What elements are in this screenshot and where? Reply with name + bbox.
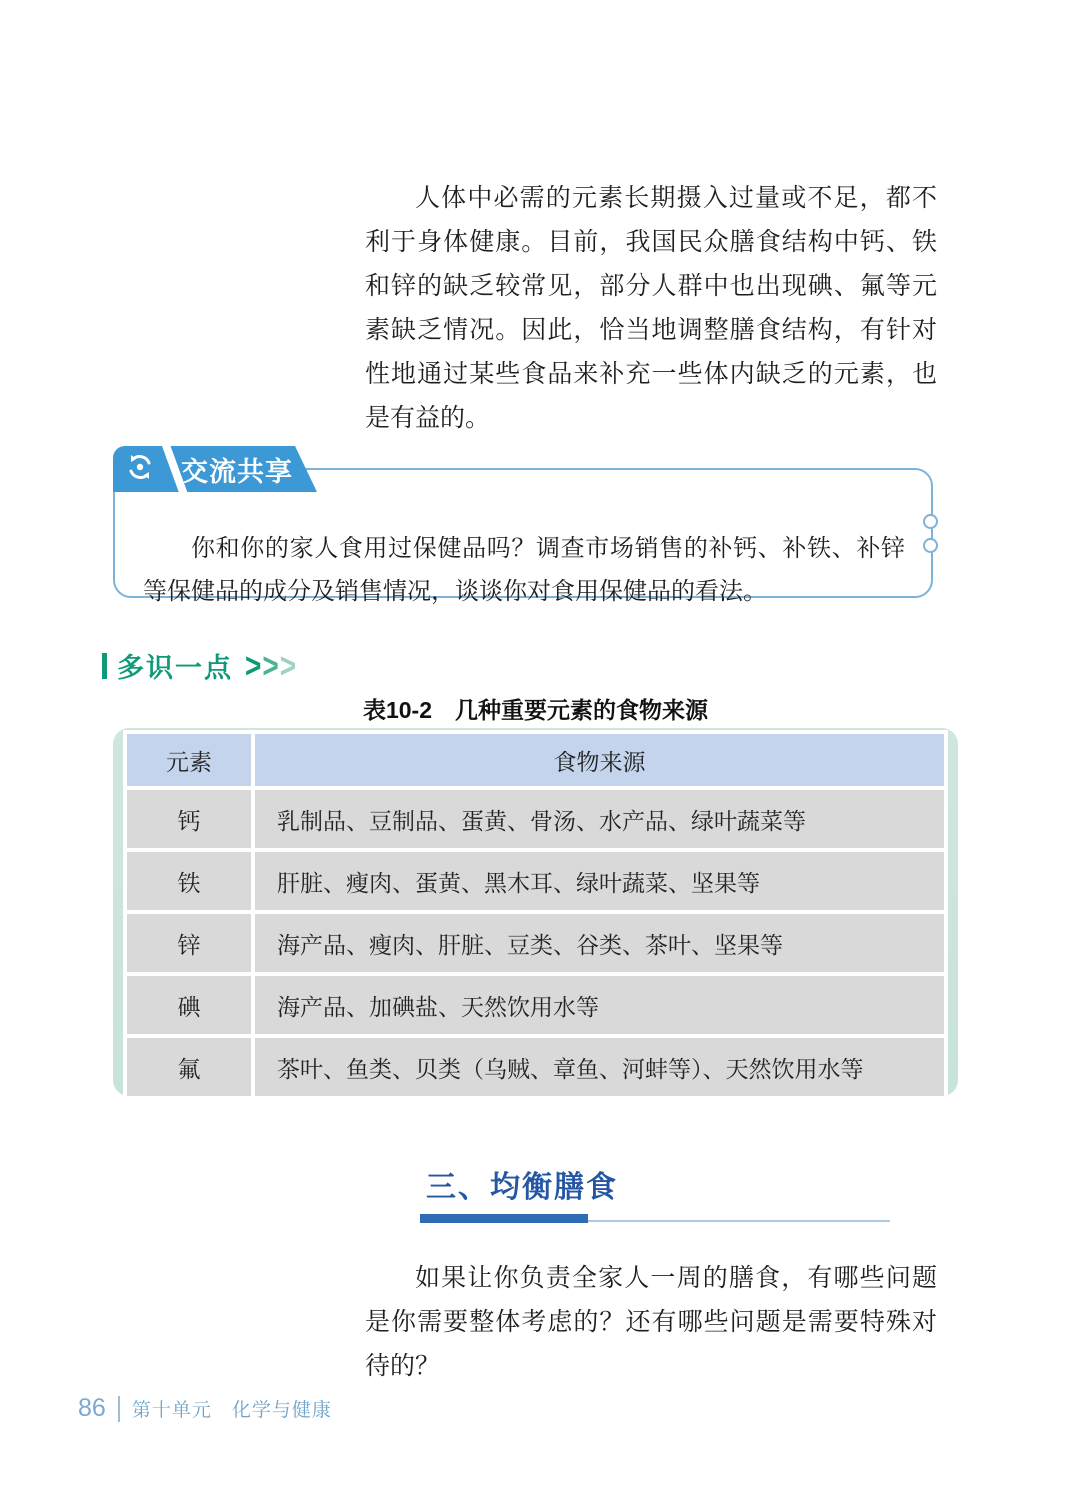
table-header-row — [127, 734, 944, 786]
table-row — [127, 976, 944, 1034]
column-header-sources: 食物来源 — [255, 734, 944, 786]
intro-paragraph: 人体中必需的元素长期摄入过量或不足，都不利于身体健康。目前，我国民众膳食结构中钙、铁和锌的缺乏较常见，部分人群中也出现碘、氟等元素缺乏情况。因此，恰当地调整膳食结构，有针对性地通过某些食品来补充一些体内缺乏的元素，也是有益的。 — [365, 185, 937, 432]
sources-cell: 海产品、瘦肉、肝脏、豆类、谷类、茶叶、坚果等 — [255, 914, 944, 972]
section-underline — [420, 1214, 890, 1223]
triple-chevron-icon: > > > — [245, 645, 295, 685]
callout-badge — [113, 446, 317, 492]
table-caption: 表10-2 几种重要元素的食物来源 — [362, 697, 709, 723]
underline-thick-bar — [420, 1214, 588, 1223]
element-cell: 碘 — [127, 976, 251, 1034]
page-number: 86 — [78, 1394, 106, 1422]
element-cell: 铁 — [127, 852, 251, 910]
table-row — [127, 790, 944, 848]
green-bar-icon — [102, 653, 107, 679]
learn-more-label: 多识一点 — [117, 653, 233, 683]
badge-slant-edge — [295, 446, 317, 492]
cycle-arrows-icon — [125, 452, 155, 487]
callout-title: 交流共享 — [181, 456, 293, 487]
binder-hole-icon — [923, 514, 938, 529]
page-footer — [78, 1394, 332, 1423]
callout-badge-body — [113, 446, 295, 492]
sources-cell: 海产品、加碘盐、天然饮用水等 — [255, 976, 944, 1034]
table-container — [113, 728, 958, 1096]
unit-title: 第十单元 化学与健康 — [131, 1400, 332, 1421]
section-title: 三、均衡膳食 — [426, 1171, 618, 1204]
element-cell: 氟 — [127, 1038, 251, 1096]
sources-cell: 乳制品、豆制品、蛋黄、骨汤、水产品、绿叶蔬菜等 — [255, 790, 944, 848]
sources-cell: 茶叶、鱼类、贝类（乌贼、章鱼、河蚌等）、天然饮用水等 — [255, 1038, 944, 1096]
element-cell: 钙 — [127, 790, 251, 848]
table-row — [127, 1038, 944, 1096]
section-paragraph: 如果让你负责全家人一周的膳食，有哪些问题是你需要整体考虑的？还有哪些问题是需要特殊对待的？ — [365, 1265, 937, 1380]
underline-thin-rule — [588, 1220, 890, 1222]
callout-body-text: 你和你的家人食用过保健品吗？调查市场销售的补钙、补铁、补锌等保健品的成分及销售情况，谈谈你对食用保健品的看法。 — [143, 536, 905, 605]
sources-cell: 肝脏、瘦肉、蛋黄、黑木耳、绿叶蔬菜、坚果等 — [255, 852, 944, 910]
table-row — [127, 914, 944, 972]
binder-hole-icon — [923, 538, 938, 553]
section-heading-block — [420, 1162, 890, 1223]
learn-more-header — [102, 646, 297, 685]
element-cell: 锌 — [127, 914, 251, 972]
table-row — [127, 852, 944, 910]
column-header-element: 元素 — [127, 734, 251, 786]
food-sources-table — [123, 730, 948, 1100]
footer-divider — [118, 1396, 120, 1422]
